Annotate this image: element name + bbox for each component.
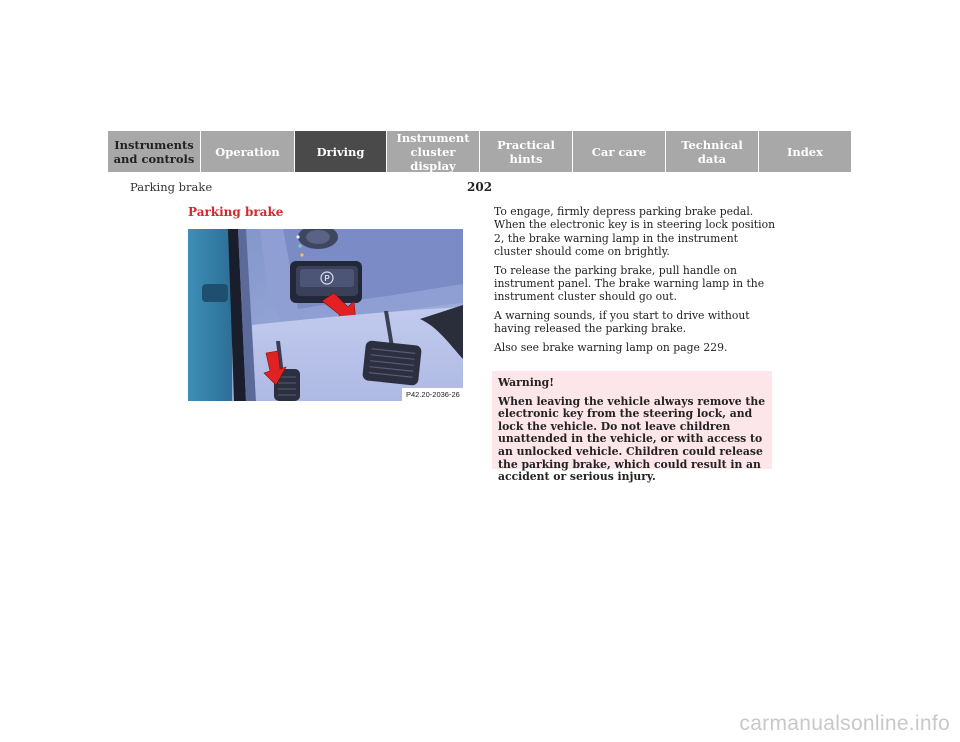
top-nav [108, 131, 851, 172]
tab-driving[interactable] [295, 131, 387, 172]
tab-practical-hints[interactable] [480, 131, 573, 172]
tab-label: Instruments and controls [113, 137, 195, 166]
image-reference-label: P42.20-2036-26 [406, 390, 460, 399]
svg-text:P: P [324, 274, 330, 283]
section-heading: Parking brake [188, 205, 284, 219]
warning-text: When leaving the vehicle always remove the electronic key from the steering lock, and lock the vehicle. Do not leave children unattended in the vehicle, or with access to an unlocked vehicle. Children could release the parking brake, which could result in an accident or serious injury. [498, 394, 766, 484]
watermark: carmanualsonline.info [739, 712, 950, 735]
tab-car-care[interactable] [573, 131, 666, 172]
warning-title: Warning! [498, 376, 554, 389]
paragraph: A warning sounds, if you start to drive without having released the parking brake. [494, 308, 750, 336]
tab-label: Car care [591, 144, 647, 159]
paragraph: Also see brake warning lamp on page 229. [494, 340, 728, 354]
tab-instruments-and-controls[interactable] [108, 131, 201, 172]
body-text [494, 205, 779, 359]
tab-label: Instrument cluster display [396, 130, 470, 173]
paragraph: To engage, firmly depress parking brake pedal. When the electronic key is in steering lock position 2, the brake warning lamp in the instrument cluster should come on brightly. [494, 205, 776, 259]
tab-operation[interactable] [201, 131, 295, 172]
running-header-title: Parking brake [130, 180, 213, 194]
tab-label: Index [787, 144, 823, 159]
page-number: 202 [467, 180, 493, 194]
warning-box [492, 371, 772, 484]
paragraph: To release the parking brake, pull handle on instrument panel. The brake warning lamp in the instrument cluster should go out. [494, 263, 765, 304]
tab-label: Driving [316, 144, 365, 159]
tab-label: Practical hints [497, 137, 555, 166]
tab-label: Operation [215, 144, 280, 159]
tab-index[interactable] [759, 131, 851, 172]
parking-brake-illustration [188, 229, 463, 401]
tab-label: Technical data [681, 137, 743, 166]
tab-technical-data[interactable] [666, 131, 759, 172]
tab-instrument-cluster-display[interactable] [387, 131, 480, 172]
